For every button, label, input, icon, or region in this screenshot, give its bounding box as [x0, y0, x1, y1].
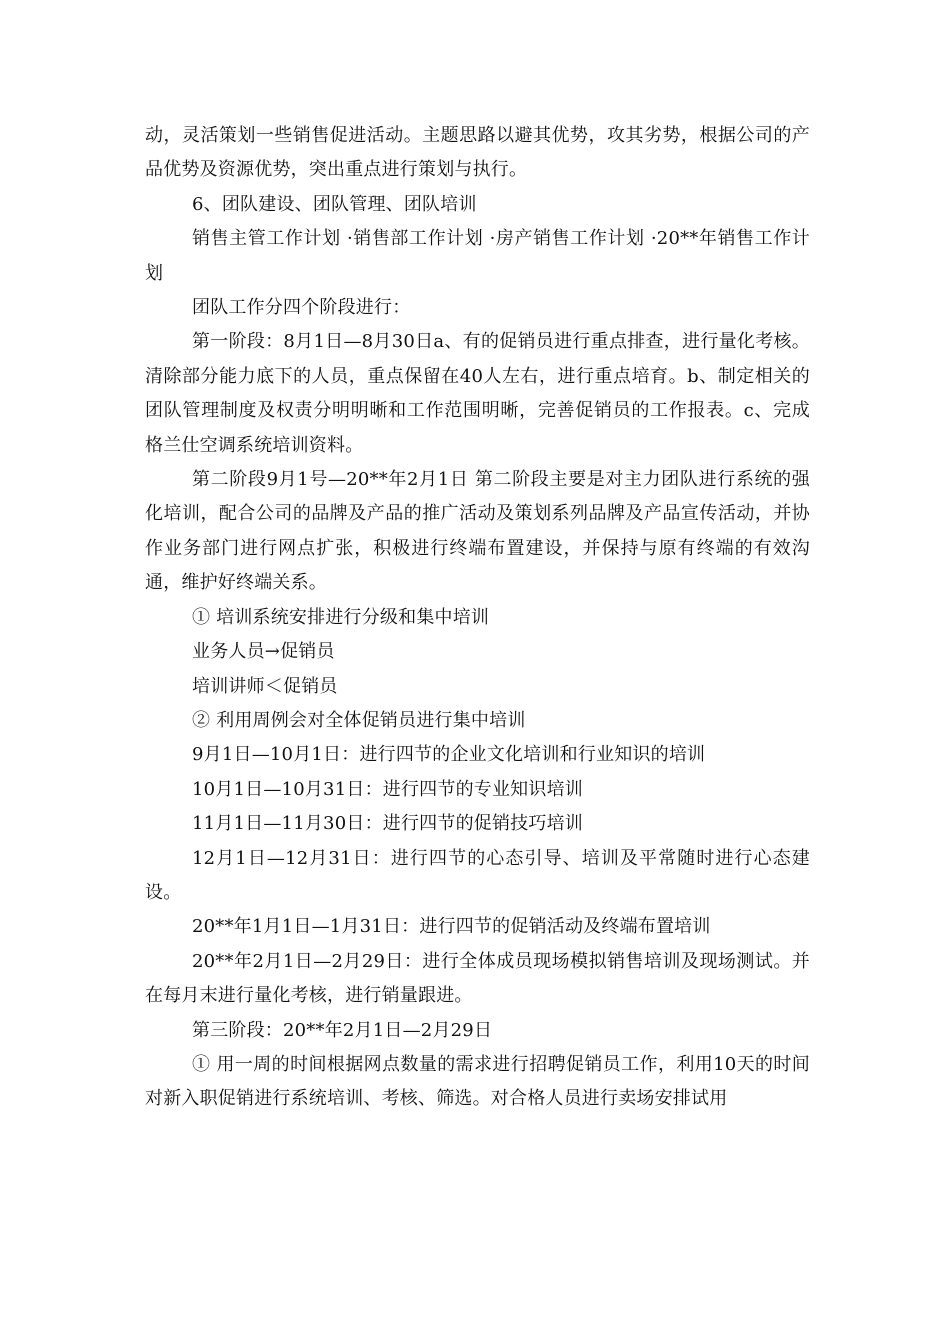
related-links-line: 销售主管工作计划 ·销售部工作计划 ·房产销售工作计划 ·20**年销售工作计划: [145, 228, 810, 284]
list-item-recruitment: ① 用一周的时间根据网点数量的需求进行招聘促销员工作，利用10天的时间对新入职促销进行系统培训、考核、筛选。对合格人员进行卖场安排试用: [145, 1053, 810, 1110]
paragraph-stage-one: 第一阶段：8月1日—8月30日a、有的促销员进行重点排查，进行量化考核。清除部分能力底下的人员，重点保留在40人左右，进行重点培育。b、制定相关的团队管理制度及权责分明明晰和工作范围明晰，完善促销员的工作报表。c、完成格兰仕空调系统培训资料。: [145, 331, 810, 456]
paragraph-stage-two: 第二阶段9月1号—20**年2月1日 第二阶段主要是对主力团队进行系统的强化培训，配合公司的品牌及产品的推广活动及策划系列品牌及产品宣传活动，并协作业务部门进行网点扩张，积极进行终端布置建设，并保持与原有终端的有效沟通，维护好终端关系。: [145, 469, 810, 594]
list-item-training-system: ① 培训系统安排进行分级和集中培训: [192, 606, 490, 628]
paragraph-team-stages-intro: 团队工作分四个阶段进行：: [192, 297, 411, 319]
list-item-business-staff: 业务人员→促销员: [192, 641, 335, 663]
paragraph-stage-three: 第三阶段：20**年2月1日—2月29日: [192, 1019, 493, 1041]
list-item-weekly-meeting: ② 利用周例会对全体促销员进行集中培训: [192, 709, 526, 731]
document-body: [145, 119, 810, 1117]
schedule-september: 9月1日—10月1日：进行四节的企业文化培训和行业知识的培训: [192, 744, 706, 766]
schedule-february: 20**年2月1日—2月29日：进行全体成员现场模拟销售培训及现场测试。并在每月末进行量化考核，进行销量跟进。: [145, 950, 810, 1007]
schedule-january: 20**年1月1日—1月31日：进行四节的促销活动及终端布置培训: [192, 916, 711, 938]
paragraph-marketing-activities: 动，灵活策划一些销售促进活动。主题思路以避其优势，攻其劣势，根据公司的产品优势及资源优势，突出重点进行策划与执行。: [145, 125, 810, 181]
schedule-november: 11月1日—11月30日：进行四节的促销技巧培训: [192, 813, 583, 835]
list-item-trainer: 培训讲师＜促销员: [192, 675, 338, 697]
schedule-october: 10月1日—10月31日：进行四节的专业知识培训: [192, 778, 583, 800]
heading-team-building: 6、团队建设、团队管理、团队培训: [192, 193, 477, 215]
schedule-december: 12月1日—12月31日：进行四节的心态引导、培训及平常随时进行心态建设。: [145, 847, 810, 903]
